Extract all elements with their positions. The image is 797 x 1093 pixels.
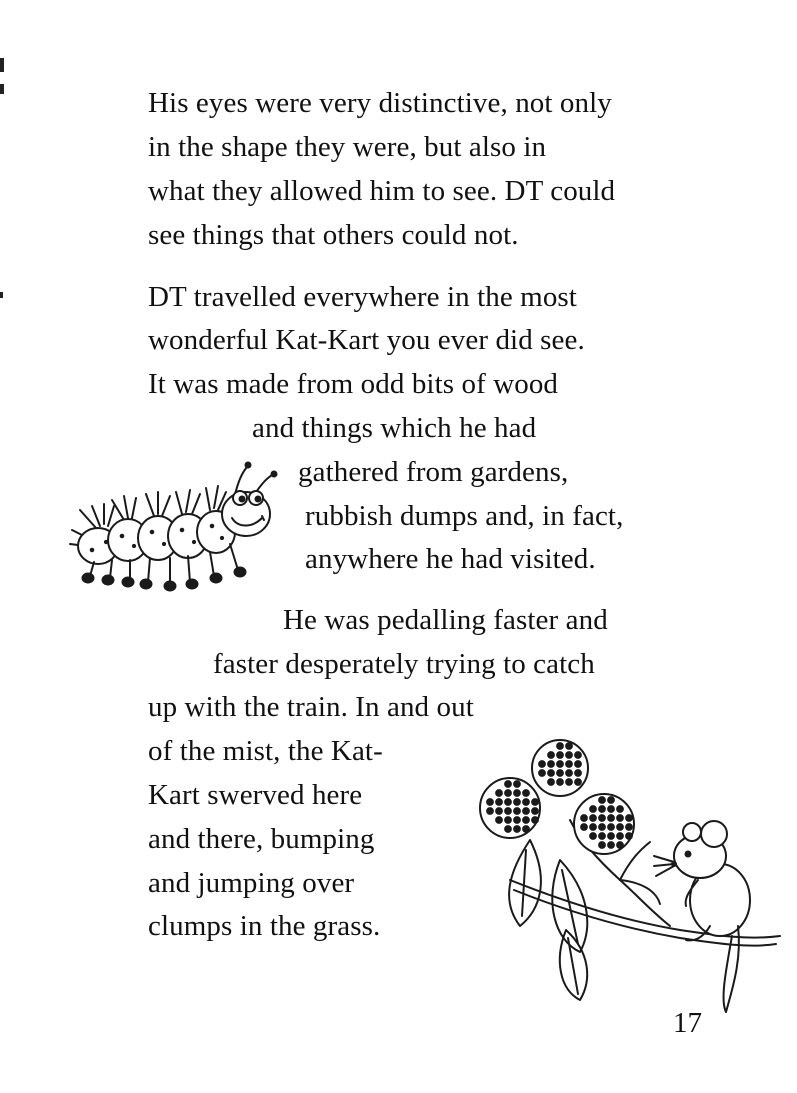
blackberry-drupe xyxy=(487,808,494,815)
text-line: of the mist, the Kat- xyxy=(148,735,383,767)
caterpillar-illustration xyxy=(66,458,276,598)
text-line: what they allowed him to see. DT could xyxy=(148,175,616,207)
text-line: clumps in the grass. xyxy=(148,910,381,942)
blackberry-drupe xyxy=(505,799,512,806)
blackberry-drupe xyxy=(590,824,597,831)
blackberry-drupe xyxy=(496,790,503,797)
blackberry-drupe xyxy=(557,761,564,768)
blackberry-drupe xyxy=(539,770,546,777)
blackberry-drupe xyxy=(505,790,512,797)
blackberry-drupe xyxy=(599,842,606,849)
blackberry-drupe xyxy=(599,824,606,831)
blackberry-drupe xyxy=(599,806,606,813)
blackberry-drupe xyxy=(608,806,615,813)
blackberry-drupe xyxy=(581,824,588,831)
blackberry-drupe xyxy=(514,790,521,797)
blackberry-drupe xyxy=(575,761,582,768)
blackberry-drupe xyxy=(505,781,512,788)
text-line: wonderful Kat-Kart you ever did see. xyxy=(148,324,585,356)
blackberry-drupe xyxy=(514,808,521,815)
blackberry-drupe xyxy=(617,833,624,840)
text-line: faster desperately trying to catch xyxy=(213,648,595,680)
blackberry-drupe xyxy=(566,743,573,750)
blackberry-drupe xyxy=(548,779,555,786)
blackberry-drupe xyxy=(548,752,555,759)
blackberry-drupe xyxy=(575,752,582,759)
blackberry-drupe xyxy=(608,815,615,822)
blackberry-drupe xyxy=(617,824,624,831)
blackberry-drupe xyxy=(608,797,615,804)
blackberry-drupe xyxy=(626,833,633,840)
blackberry-drupe xyxy=(523,790,530,797)
blackberry-drupe xyxy=(617,806,624,813)
blackberry-drupe xyxy=(487,799,494,806)
text-line: gathered from gardens, xyxy=(298,456,569,488)
text-line: It was made from odd bits of wood xyxy=(148,368,559,400)
blackberry-drupe xyxy=(557,743,564,750)
text-line: Kart swerved here xyxy=(148,779,363,811)
blackberry-drupe xyxy=(566,770,573,777)
blackberry-drupe xyxy=(523,799,530,806)
blackberry-drupe xyxy=(590,806,597,813)
blackberry-drupe xyxy=(617,815,624,822)
blackberry-drupe xyxy=(581,815,588,822)
blackberry-drupe xyxy=(496,808,503,815)
blackberry-drupe xyxy=(599,797,606,804)
blackberry-drupe xyxy=(505,826,512,833)
blackberry-drupe xyxy=(539,761,546,768)
text-line: up with the train. In and out xyxy=(148,691,474,723)
blackberry-drupe xyxy=(496,799,503,806)
text-line: and there, bumping xyxy=(148,823,375,855)
blackberry-drupe xyxy=(599,815,606,822)
text-line: rubbish dumps and, in fact, xyxy=(305,500,624,532)
blackberry-drupe xyxy=(566,779,573,786)
page-edge-mark xyxy=(0,292,3,298)
blackberry-drupe xyxy=(532,808,539,815)
blackberry-drupe xyxy=(599,833,606,840)
blackberry-drupe xyxy=(608,842,615,849)
blackberry-drupe xyxy=(590,815,597,822)
blackberry-drupe xyxy=(523,826,530,833)
text-line: He was pedalling faster and xyxy=(283,604,608,636)
blackberry-drupe xyxy=(557,752,564,759)
blackberry-drupe xyxy=(575,770,582,777)
blackberry-drupe xyxy=(532,799,539,806)
text-line: see things that others could not. xyxy=(148,219,519,251)
blackberry-drupe xyxy=(548,770,555,777)
mouse-on-blackberry-branch-illustration xyxy=(470,730,790,1020)
blackberry-drupe xyxy=(514,817,521,824)
blackberry-drupe xyxy=(523,808,530,815)
blackberry-drupe xyxy=(617,842,624,849)
text-line: His eyes were very distinctive, not only xyxy=(148,87,612,119)
blackberry-drupe xyxy=(557,779,564,786)
text-line: and jumping over xyxy=(148,867,355,899)
blackberry-drupe xyxy=(575,779,582,786)
blackberry-drupe xyxy=(566,761,573,768)
blackberry-drupe xyxy=(557,770,564,777)
blackberry-drupe xyxy=(514,799,521,806)
blackberry-drupe xyxy=(548,761,555,768)
blackberry-drupe xyxy=(505,817,512,824)
text-line: DT travelled everywhere in the most xyxy=(148,281,577,313)
text-line: in the shape they were, but also in xyxy=(148,131,547,163)
blackberry-drupe xyxy=(626,824,633,831)
blackberry-drupe xyxy=(523,817,530,824)
blackberry-drupe xyxy=(608,833,615,840)
page-edge-mark xyxy=(0,58,4,72)
blackberry-drupe xyxy=(590,833,597,840)
blackberry-drupe xyxy=(505,808,512,815)
blackberry-drupe xyxy=(514,826,521,833)
blackberry-drupe xyxy=(608,824,615,831)
text-line: and things which he had xyxy=(252,412,537,444)
blackberry-drupe xyxy=(532,817,539,824)
blackberry-drupe xyxy=(626,815,633,822)
blackberry-drupe xyxy=(566,752,573,759)
page-number: 17 xyxy=(673,1007,702,1039)
page-edge-mark xyxy=(0,84,4,94)
blackberry-drupe xyxy=(496,817,503,824)
blackberry-drupe xyxy=(514,781,521,788)
text-line: anywhere he had visited. xyxy=(305,543,596,575)
